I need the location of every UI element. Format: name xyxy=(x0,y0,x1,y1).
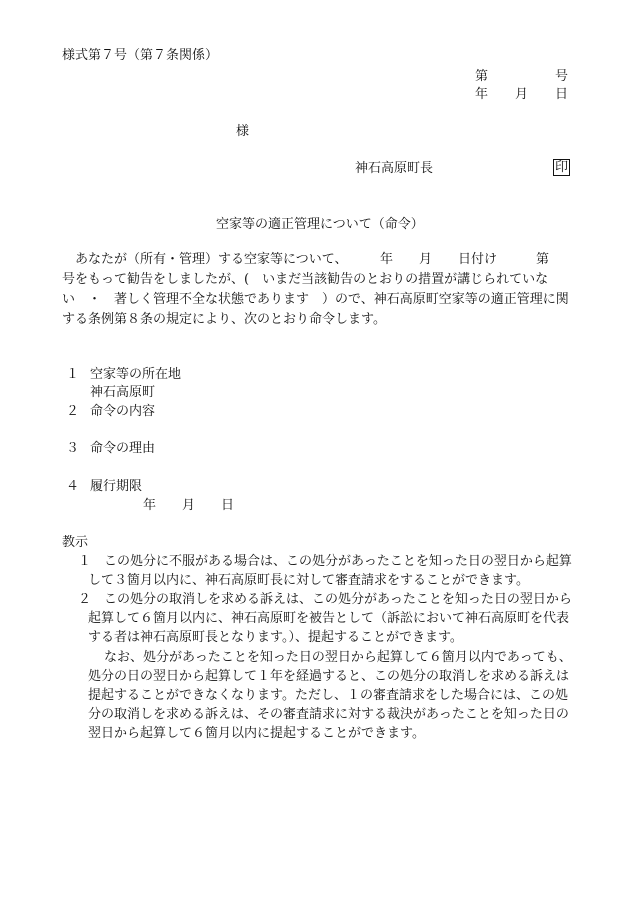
sender-name: 神石高原町長 xyxy=(355,161,434,176)
notice-line-4: 起算して６箇月以内に、神石高原町を被告として（訴訟において神石高原町を代表 xyxy=(88,611,570,626)
item-2-number: ２ xyxy=(66,404,80,419)
addressee-sama: 様 xyxy=(236,124,250,139)
item-1-label: 空家等の所在地 xyxy=(90,367,182,382)
notice-line-1: １ この処分に不服がある場合は、この処分があったことを知った日の翌日から起算 xyxy=(78,554,572,569)
item-3 xyxy=(66,439,155,458)
form-number: 様式第７号（第７条関係） xyxy=(62,48,219,63)
notice-heading: 教示 xyxy=(62,535,89,550)
seal-mark xyxy=(553,158,570,177)
item-1 xyxy=(66,365,181,384)
notice-line-8: 提起することができなくなります。ただし、１の審査請求をした場合には、この処 xyxy=(88,688,568,703)
notice-line-6: なお、処分があったことを知った日の翌日から起算して６箇月以内であっても、 xyxy=(104,650,572,665)
doc-number-suffix: 号 xyxy=(555,69,569,84)
notice-line-10: 翌日から起算して６箇月以内に提起することができます。 xyxy=(88,726,425,741)
item-4-label: 履行期限 xyxy=(90,479,143,494)
notice-line-2: して３箇月以内に、神石高原町長に対して審査請求をすることができます。 xyxy=(88,573,529,588)
date-year-label: 年 xyxy=(475,87,489,102)
seal-label: 印 xyxy=(555,160,569,175)
notice-line-3: ２ この処分の取消しを求める訴えは、この処分があったことを知った日の翌日から xyxy=(78,592,572,607)
item-4-number: ４ xyxy=(66,479,80,494)
item-4 xyxy=(66,477,142,496)
body-line-4: する条例第８条の規定により、次のとおり命令します。 xyxy=(62,312,386,327)
item-3-label: 命令の理由 xyxy=(90,441,156,456)
item-3-number: ３ xyxy=(66,441,80,456)
date-day-label: 日 xyxy=(555,87,569,102)
body-line-3: い ・ 著しく管理不全な状態であります ）ので、神石高原町空家等の適正管理に関 xyxy=(62,292,569,307)
body-line-2: 号をもって勧告をしましたが、( いまだ当該勧告のとおりの措置が講じられていな xyxy=(62,272,549,287)
body-line-1: あなたが（所有・管理）する空家等について、 年 月 日付け 第 xyxy=(62,252,549,267)
notice-line-7: 処分の日の翌日から起算して１年を経過すると、この処分の取消しを求める訴えは xyxy=(88,669,570,684)
date-month-label: 月 xyxy=(515,87,529,102)
item-2 xyxy=(66,402,155,421)
doc-number-prefix: 第 xyxy=(475,69,489,84)
item-1-detail: 神石高原町 xyxy=(90,385,156,400)
notice-line-5: する者は神石高原町長となります。）、提起することができます。 xyxy=(88,630,463,645)
item-1-number: １ xyxy=(66,367,80,382)
document-title: 空家等の適正管理について（命令） xyxy=(216,217,424,232)
item-4-detail: 年 月 日 xyxy=(143,498,235,513)
item-2-label: 命令の内容 xyxy=(90,404,156,419)
notice-line-9: 分の取消しを求める訴えは、その審査請求に対する裁決があったことを知った日の xyxy=(88,707,569,722)
